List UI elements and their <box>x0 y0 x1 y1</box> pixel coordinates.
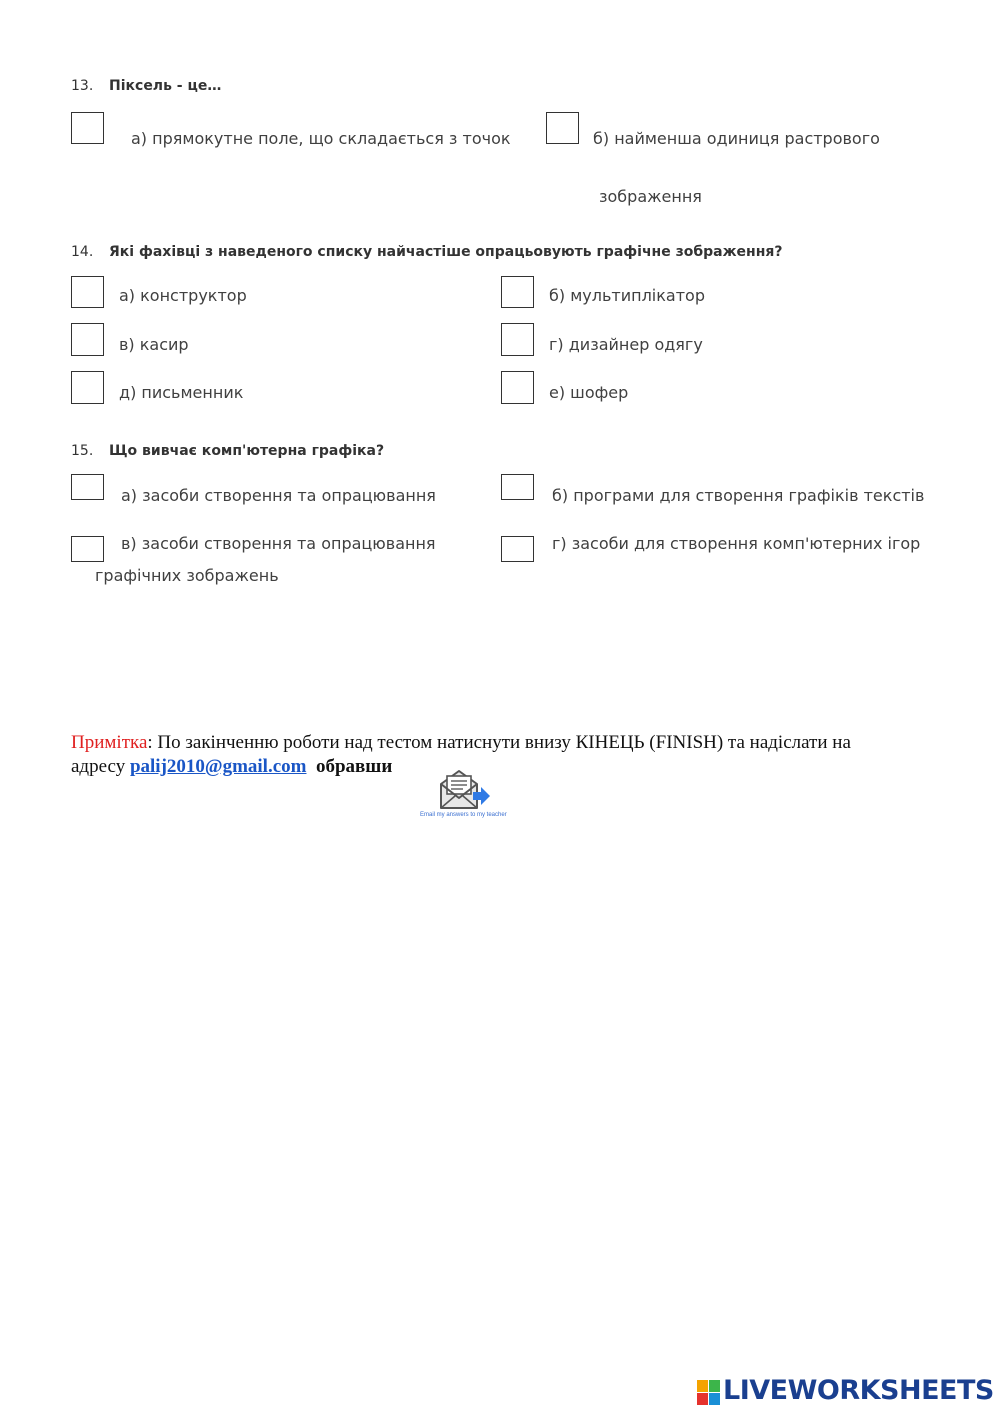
email-answers-button[interactable] <box>416 768 510 824</box>
q15-option-v-checkbox[interactable] <box>71 536 104 562</box>
note-line-1 <box>71 731 951 755</box>
q14-option-h-checkbox[interactable] <box>501 323 534 356</box>
note-suffix: обравши <box>315 756 393 777</box>
email-envelope-icon <box>437 768 491 812</box>
q14-option-a-checkbox[interactable] <box>71 276 104 308</box>
note-paragraph <box>71 731 951 779</box>
q15-option-b-checkbox[interactable] <box>501 474 534 500</box>
teacher-email-link[interactable]: palij2010@gmail.com <box>129 756 307 777</box>
question-15-text: Що вивчає комп'ютерна графіка? <box>109 443 385 459</box>
q15-option-a-checkbox[interactable] <box>71 474 104 500</box>
q14-option-e-label: е) шофер <box>549 383 629 402</box>
q14-option-d-label: д) письменник <box>119 383 244 402</box>
q14-option-v-checkbox[interactable] <box>71 323 104 356</box>
q15-option-h-label: г) засоби для створення комп'ютерних ігор <box>552 534 921 553</box>
q13-option-b-label-continued: зображення <box>599 187 702 206</box>
q15-option-b-label: б) програми для створення графіків текстів <box>552 486 925 505</box>
email-answers-caption: Email my answers to my teacher <box>420 812 507 818</box>
question-13-number: 13. <box>71 78 94 94</box>
question-13-text: Піксель - це… <box>109 78 222 94</box>
question-15-number: 15. <box>71 443 94 459</box>
q13-option-a-checkbox[interactable] <box>71 112 104 144</box>
q13-option-a-label: а) прямокутне поле, що складається з точок <box>131 129 511 148</box>
q13-option-b-checkbox[interactable] <box>546 112 579 144</box>
note-text-line-1: По закінченню роботи над тестом натиснути внизу КІНЕЦЬ (FINISH) та надіслати на <box>152 732 851 753</box>
q14-option-b-checkbox[interactable] <box>501 276 534 308</box>
q15-option-v-label: в) засоби створення та опрацювання <box>121 534 436 553</box>
q15-option-a-label: а) засоби створення та опрацювання <box>121 486 436 505</box>
q14-option-b-label: б) мультиплікатор <box>549 286 705 305</box>
liveworksheets-brand <box>697 1375 995 1408</box>
note-text-line-2-prefix: адресу <box>71 756 130 777</box>
q13-option-b-label: б) найменша одиниця растрового <box>593 129 880 148</box>
liveworksheets-wordmark: LIVEWORKSHEETS <box>723 1375 994 1406</box>
q14-option-d-checkbox[interactable] <box>71 371 104 404</box>
q14-option-v-label: в) касир <box>119 335 189 354</box>
note-line-2 <box>71 755 951 779</box>
note-colon: : <box>147 732 153 753</box>
note-label: Примітка <box>71 732 148 753</box>
q14-option-h-label: г) дизайнер одягу <box>549 335 703 354</box>
q14-option-e-checkbox[interactable] <box>501 371 534 404</box>
question-14-text: Які фахівці з наведеного списку найчастіше опрацьовують графічне зображення? <box>109 244 783 260</box>
q15-option-h-checkbox[interactable] <box>501 536 534 562</box>
question-14-number: 14. <box>71 244 94 260</box>
q15-option-v-label-continued: графічних зображень <box>95 566 279 585</box>
liveworksheets-logo-icon <box>697 1380 721 1406</box>
q14-option-a-label: а) конструктор <box>119 286 247 305</box>
